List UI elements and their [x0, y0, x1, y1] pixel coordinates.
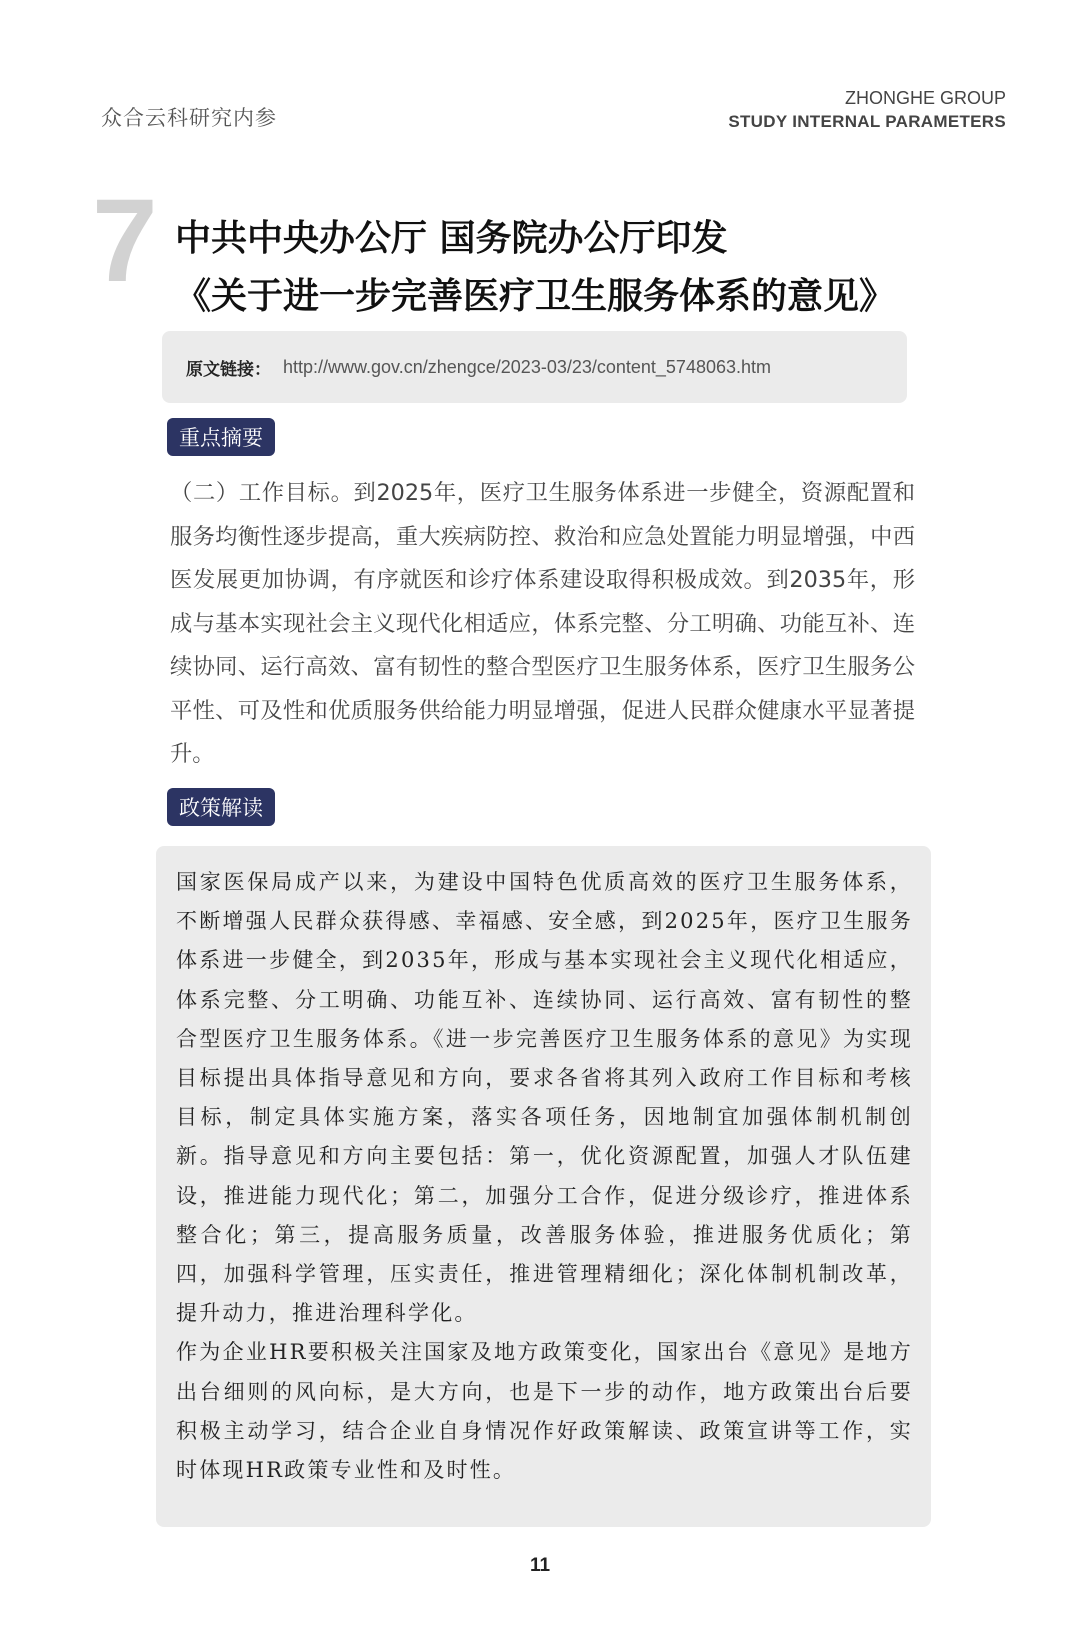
interpretation-box	[156, 846, 931, 1527]
source-link-box	[162, 331, 907, 403]
interpretation-paragraph-1: 国家医保局成产以来，为建设中国特色优质高效的医疗卫生服务体系，不断增强人民群众获得感、幸福感、安全感，到2025年，医疗卫生服务体系进一步健全，到2035年，形成与基本实现社会主义现代化相适应，体系完整、分工明确、功能互补、连续协同、运行高效、富有韧性的整合型医疗卫生服务体系。《进一步完善医疗卫生服务体系的意见》为实现目标提出具体指导意见和方向，要求各省将其列入政府工作目标和考核目标，制定具体实施方案，落实各项任务，因地制宜加强体制机制创新。指导意见和方向主要包括：第一，优化资源配置，加强人才队伍建设，推进能力现代化；第二，加强分工合作，促进分级诊疗，推进体系整合化；第三，提高服务质量，改善服务体验，推进服务优质化；第四，加强科学管理，压实责任，推进管理精细化；深化体制机制改革，提升动力，推进治理科学化。	[176, 870, 913, 1326]
summary-text: （二）工作目标。到2025年，医疗卫生服务体系进一步健全，资源配置和服务均衡性逐步提高，重大疾病防控、救治和应急处置能力明显增强，中西医发展更加协调，有序就医和诊疗体系建设取得积极成效。到2035年，形成与基本实现社会主义现代化相适应，体系完整、分工明确、功能互补、连续协同、运行高效、富有韧性的整合型医疗卫生服务体系，医疗卫生服务公平性、可及性和优质服务供给能力明显增强，促进人民群众健康水平显著提升。	[170, 480, 915, 767]
publication-name: 众合云科研究内参	[101, 106, 277, 130]
brand-line-2: STUDY INTERNAL PARAMETERS	[728, 112, 1006, 131]
brand-line-1: ZHONGHE GROUP	[844, 88, 1006, 108]
page-number: 11	[529, 1555, 551, 1576]
publication-brand	[728, 86, 1006, 134]
interpretation-heading-badge: 政策解读	[167, 788, 275, 826]
title-line-1: 中共中央办公厅 国务院办公厅印发	[175, 218, 728, 259]
article-title	[175, 210, 935, 326]
summary-heading-badge: 重点摘要	[167, 418, 275, 456]
title-line-2: 《关于进一步完善医疗卫生服务体系的意见》	[175, 276, 896, 317]
source-link-label: 原文链接：	[186, 359, 271, 380]
interpretation-paragraph-2: 作为企业HR要积极关注国家及地方政策变化，国家出台《意见》是地方出台细则的风向标，是大方向，也是下一步的动作，地方政策出台后要积极主动学习，结合企业自身情况作好政策解读、政策宣讲等工作，实时体现HR政策专业性和及时性。	[176, 1340, 913, 1483]
article-number: 7	[92, 175, 158, 307]
source-link-url[interactable]: http://www.gov.cn/zhengce/2023-03/23/content_5748063.htm	[283, 356, 772, 377]
